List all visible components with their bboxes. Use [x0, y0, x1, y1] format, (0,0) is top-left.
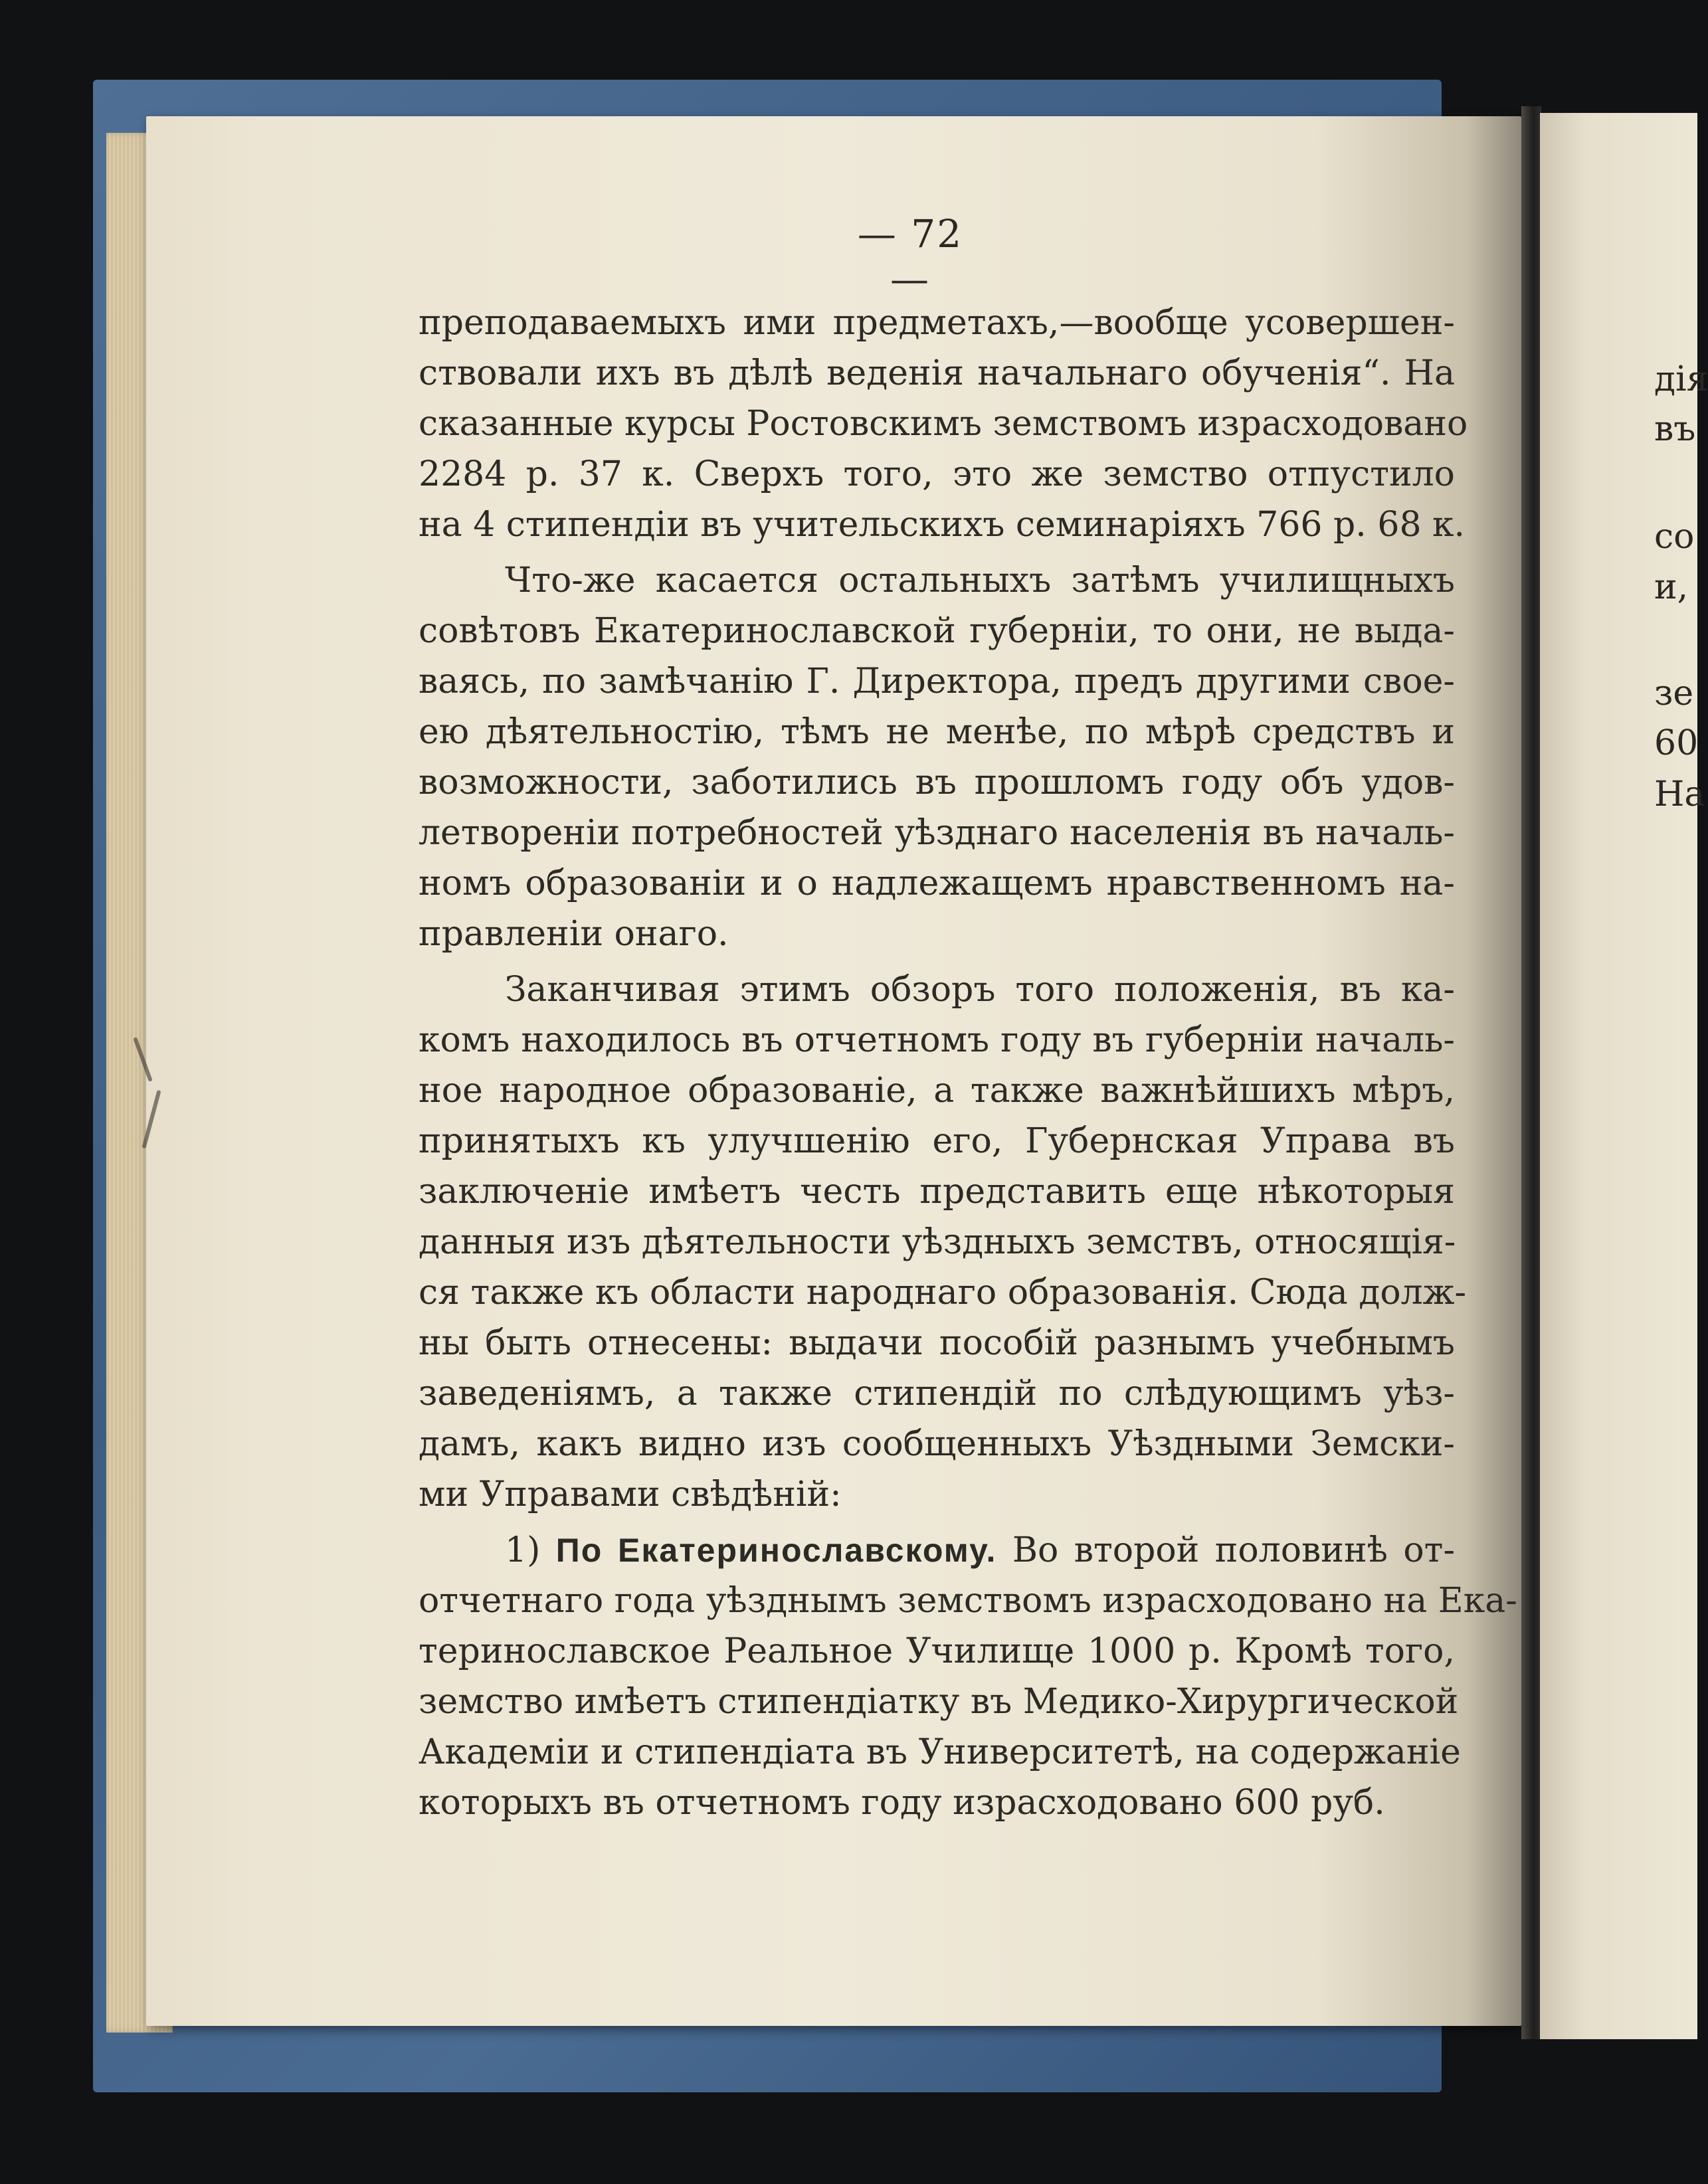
- right-page-fragment: въ: [1654, 409, 1696, 449]
- item-heading: По Екатеринославскому.: [555, 1532, 997, 1569]
- text-line: ваясь, по замѣчанію Г. Директора, предъ другими свое-: [419, 662, 1455, 701]
- text-line: ею дѣятельностію, тѣмъ не менѣе, по мѣрѣ средствъ и: [419, 712, 1455, 752]
- body-text: [419, 298, 1517, 1828]
- text-line: земство имѣетъ стипендіатку въ Медико-Хирургической: [419, 1682, 1459, 1722]
- text-line: комъ находилось въ отчетномъ году въ губерніи началь-: [419, 1020, 1455, 1060]
- text-line: ное народное образованіе, а также важнѣйшихъ мѣръ,: [419, 1071, 1455, 1111]
- text-line: заключеніе имѣетъ честь представить еще нѣкоторыя: [419, 1172, 1455, 1212]
- right-page-fragment: со: [1654, 517, 1695, 557]
- item-text: Во второй половинѣ от-: [1012, 1530, 1456, 1570]
- text-line: летвореніи потребностей уѣзднаго населенія въ началь-: [419, 813, 1455, 853]
- item-heading-line: [419, 1525, 1455, 1576]
- right-page: [1540, 113, 1697, 2039]
- text-line: номъ образованіи и о надлежащемъ нравственномъ на-: [419, 864, 1455, 903]
- text-line: ся также къ области народнаго образованія. Сюда долж-: [419, 1273, 1467, 1313]
- text-line: правленіи онаго.: [419, 914, 729, 954]
- text-line: преподаваемыхъ ими предметахъ,—вообще усовершен-: [419, 303, 1455, 343]
- text-line: заведеніямъ, а также стипендій по слѣдующимъ уѣз-: [419, 1374, 1455, 1413]
- text-line: Академіи и стипендіата въ Университетѣ, на содержаніе: [419, 1732, 1461, 1772]
- text-line: которыхъ въ отчетномъ году израсходовано 600 руб.: [419, 1783, 1385, 1823]
- text-line: возможности, заботились въ прошломъ году объ удов-: [419, 763, 1455, 802]
- text-line: дамъ, какъ видно изъ сообщенныхъ Уѣздными Земски-: [419, 1424, 1455, 1464]
- right-page-fragment: 60: [1654, 723, 1699, 763]
- text-line: сказанные курсы Ростовскимъ земствомъ израсходовано: [419, 404, 1468, 444]
- right-page-fragment: дія: [1654, 359, 1708, 399]
- item-number: 1): [505, 1530, 541, 1570]
- text-line: данныя изъ дѣятельности уѣздныхъ земствъ, относящія-: [419, 1222, 1456, 1262]
- right-page-fragment: На: [1654, 774, 1705, 814]
- text-line: теринославское Реальное Училище 1000 р. Кромѣ того,: [419, 1631, 1455, 1671]
- text-line: Заканчивая этимъ обзоръ того положенія, въ ка-: [505, 970, 1455, 1010]
- right-page-fragment: зе: [1654, 674, 1694, 713]
- text-line: отчетнаго года уѣзднымъ земствомъ израсходовано на Ека-: [419, 1581, 1517, 1621]
- text-line: на 4 стипендіи въ учительскихъ семинаріяхъ 766 р. 68 к.: [419, 505, 1466, 545]
- text-line: принятыхъ къ улучшенію его, Губернская Управа въ: [419, 1121, 1455, 1161]
- page-number: — 72 —: [857, 211, 963, 302]
- book-gutter: [1521, 106, 1541, 2039]
- text-line: ны быть отнесены: выдачи пособій разнымъ учебнымъ: [419, 1323, 1455, 1363]
- right-page-fragment: и,: [1654, 567, 1689, 607]
- text-line: 2284 р. 37 к. Сверхъ того, это же земство отпустило: [419, 454, 1455, 494]
- text-line: ми Управами свѣдѣній:: [419, 1475, 842, 1514]
- text-line: Что-же касается остальныхъ затѣмъ училищныхъ: [505, 561, 1455, 600]
- text-line: совѣтовъ Екатеринославской губерніи, то они, не выда-: [419, 611, 1455, 651]
- text-line: ствовали ихъ въ дѣлѣ веденія начальнаго обученія“. На: [419, 353, 1455, 393]
